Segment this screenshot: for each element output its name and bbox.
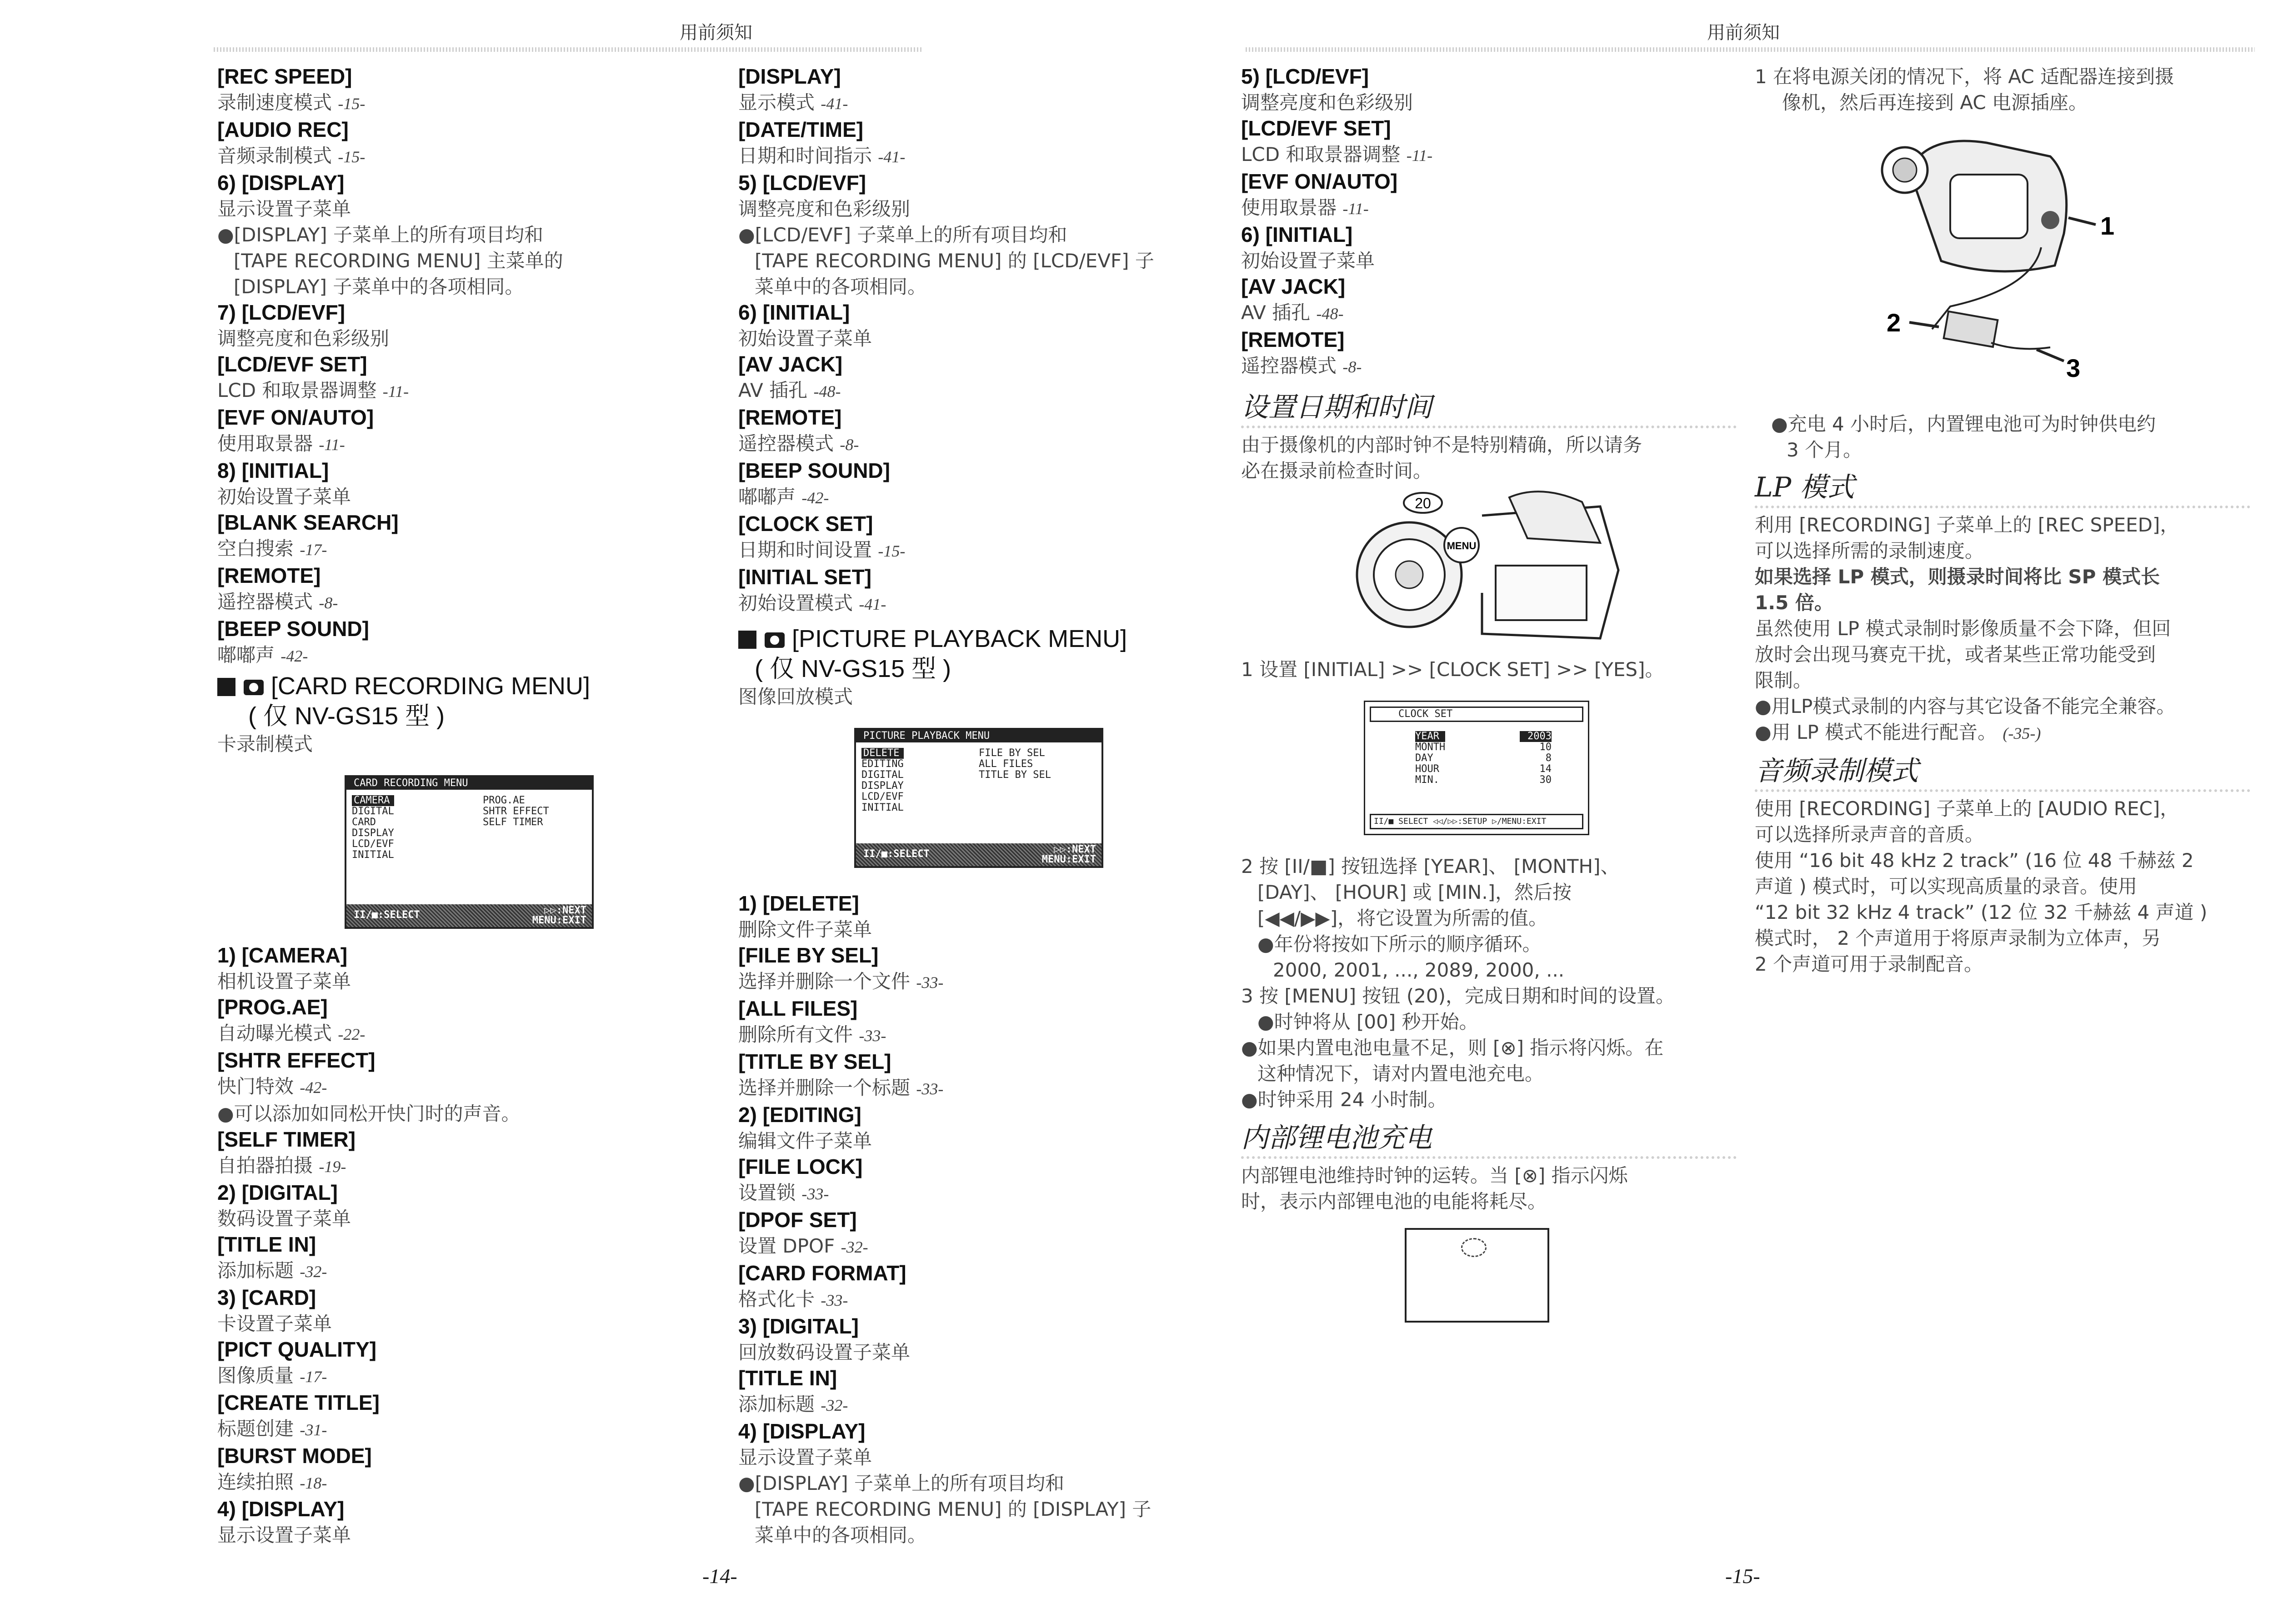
item-label: [FILE LOCK] (738, 1155, 863, 1178)
paragraph-line: 2 个声道可用于录制配音。 (1755, 953, 1983, 975)
note-line: [TAPE RECORDING MENU] 的 [DISPLAY] 子 (755, 1498, 1152, 1520)
paragraph-line: 使用 [RECORDING] 子菜单上的 [AUDIO REC]， (1755, 797, 2179, 820)
note-bullet: ●如果内置电池电量不足，则 [⊗] 指示将闪烁。在 (1241, 1037, 1664, 1059)
camera-icon (244, 680, 264, 695)
item-desc: 遥控器模式 -8- (738, 432, 859, 455)
header-rule-left (214, 47, 923, 52)
submenu-heading: 2) [DIGITAL] (217, 1181, 338, 1204)
item-label: [FILE BY SEL] (738, 943, 879, 967)
item-label: [BURST MODE] (217, 1444, 372, 1468)
item-label: [REC SPEED] (217, 65, 352, 88)
clock-footer: II/■ SELECT ◁◁/▷▷:SETUP ▷/MENU:EXIT (1370, 814, 1583, 829)
paragraph-line: 使用 “16 bit 48 kHz 2 track” (16 位 48 千赫兹 2 (1755, 849, 2194, 872)
item-label: [REMOTE] (1241, 328, 1345, 351)
note-line: 这种情况下，请对内置电池充电。 (1257, 1063, 1544, 1085)
column-4 (1755, 64, 2250, 977)
note-bullet: ●[DISPLAY] 子菜单上的所有项目均和 (217, 224, 543, 246)
ac-adapter-illustration (1755, 115, 2250, 411)
section-title-lp-mode: LP 模式 (1755, 469, 2250, 508)
item-label: [SHTR EFFECT] (217, 1048, 375, 1072)
clock-field-values: 2003 10 8 14 30 (1520, 731, 1552, 786)
clock-set-screen (1364, 701, 1589, 835)
step-2-line: [◀◀/▶▶]，将它设置为所需的值。 (1257, 907, 1548, 929)
header-left: 用前须知 (680, 22, 752, 43)
paragraph-line: 限制。 (1755, 669, 1812, 692)
screen-right-list: PROG.AE SHTR EFFECT SELF TIMER (483, 795, 549, 828)
column-2 (738, 64, 1179, 1548)
item-label: [ALL FILES] (738, 997, 858, 1020)
item-label: [BEEP SOUND] (738, 459, 890, 482)
item-label: [BEEP SOUND] (217, 617, 369, 641)
page-number-right: -15- (1725, 1564, 1760, 1588)
paragraph-line: 由于摄像机的内部时钟不是特别精确，所以请务 (1241, 434, 1642, 456)
submenu-heading: 7) [LCD/EVF] (217, 301, 345, 324)
playback-icon (765, 632, 785, 648)
screen-right-list: FILE BY SEL ALL FILES TITLE BY SEL (979, 747, 1051, 781)
item-desc: 调整亮度和色彩级别 (217, 327, 390, 350)
note-bullet: ●用LP模式录制的内容与其它设备不能完全兼容。 (1755, 695, 2176, 717)
submenu-heading: 4) [DISPLAY] (217, 1497, 345, 1521)
note-line: [TAPE RECORDING MENU] 主菜单的 (234, 250, 563, 272)
card-recording-menu-heading: [CARD RECORDING MENU] (217, 671, 658, 701)
picture-playback-menu-screen (854, 728, 1103, 868)
item-desc: 相机设置子菜单 (217, 970, 351, 992)
item-desc: 遥控器模式 -8- (1241, 355, 1362, 377)
submenu-heading: 8) [INITIAL] (217, 459, 329, 482)
note-line: 菜单中的各项相同。 (755, 276, 927, 298)
item-desc: 使用取景器 -11- (1241, 196, 1369, 219)
step-2: 2 按 [II/■] 按钮选择 [YEAR]、 [MONTH]、 (1241, 855, 1620, 877)
item-desc: AV 插孔 -48- (738, 379, 841, 401)
paragraph-line: 可以选择所录声音的音质。 (1755, 823, 1984, 846)
note-bullet: ●可以添加如同松开快门时的声音。 (217, 1103, 521, 1125)
item-desc: 自拍器拍摄 -19- (217, 1154, 346, 1177)
submenu-heading: 1) [CAMERA] (217, 943, 348, 967)
item-label: [REMOTE] (738, 406, 842, 429)
item-desc: 日期和时间指示 -41- (738, 145, 906, 167)
camera-adapter-drawing (1859, 115, 2178, 411)
camera-dial-drawing (1346, 488, 1627, 661)
note-line: 2000, 2001, ..., 2089, 2000, ... (1273, 959, 1565, 981)
item-label: [EVF ON/AUTO] (1241, 170, 1398, 193)
item-label: [LCD/EVF SET] (217, 352, 367, 376)
card-recording-menu-screen (345, 775, 594, 929)
item-desc: 图像质量 -17- (217, 1364, 327, 1387)
item-desc: 快门特效 -42- (217, 1075, 327, 1098)
submenu-heading: 3) [CARD] (217, 1286, 316, 1309)
item-desc: 连续拍照 -18- (217, 1471, 327, 1493)
section-title-date-time: 设置日期和时间 (1241, 389, 1737, 428)
callout-2: 2 (1887, 308, 1901, 337)
picture-playback-menu-heading: [PICTURE PLAYBACK MENU] (738, 624, 1179, 654)
item-label: [TITLE IN] (738, 1366, 837, 1390)
model-note: ( 仅 NV-GS15 型 ) (248, 702, 445, 730)
item-label: [TITLE IN] (217, 1233, 316, 1256)
note-bullet: ●时钟采用 24 小时制。 (1241, 1088, 1447, 1111)
note-bullet: ●用 LP 模式不能进行配音。 (-35-) (1755, 721, 2041, 743)
step-2-line: [DAY]、 [HOUR] 或 [MIN.]，然后按 (1257, 881, 1572, 903)
battery-warning-screen (1405, 1228, 1549, 1323)
column-3 (1241, 64, 1737, 1323)
submenu-heading: 2) [EDITING] (738, 1103, 861, 1127)
item-desc: 添加标题 -32- (738, 1393, 848, 1415)
submenu-heading: 6) [INITIAL] (738, 301, 850, 324)
paragraph-line: 利用 [RECORDING] 子菜单上的 [REC SPEED]， (1755, 514, 2179, 536)
square-icon (217, 678, 235, 696)
square-icon (738, 631, 756, 649)
section-title-battery: 内部锂电池充电 (1241, 1120, 1737, 1159)
paragraph-line: 必在摄录前检查时间。 (1241, 460, 1432, 482)
note-bullet: ●充电 4 小时后，内置锂电池可为时钟供电约 (1771, 413, 2156, 435)
item-desc: 调整亮度和色彩级别 (738, 198, 911, 220)
callout-1: 1 (2100, 211, 2115, 240)
screen-footer: II/■:SELECT ▷▷:NEXT MENU:EXIT (346, 904, 592, 927)
step-3: 3 按 [MENU] 按钮 (20)，完成日期和时间的设置。 (1241, 985, 1675, 1007)
item-desc: 设置 DPOF -32- (738, 1235, 868, 1257)
item-label: [AUDIO REC] (217, 118, 349, 141)
note-line: [DISPLAY] 子菜单中的各项相同。 (234, 276, 524, 298)
item-label: [CLOCK SET] (738, 512, 873, 536)
item-desc: 数码设置子菜单 (217, 1208, 351, 1230)
item-label: [AV JACK] (738, 352, 843, 376)
submenu-heading: 6) [DISPLAY] (217, 171, 345, 195)
item-label: [EVF ON/AUTO] (217, 406, 374, 429)
step-1-line: 像机，然后再连接到 AC 电源插座。 (1782, 91, 2088, 114)
item-desc: 卡设置子菜单 (217, 1313, 332, 1335)
clock-title: CLOCK SET (1370, 707, 1583, 722)
note-line: 菜单中的各项相同。 (755, 1524, 927, 1546)
menu-button-label: MENU (1447, 540, 1477, 551)
item-label: [AV JACK] (1241, 275, 1346, 298)
item-desc: 删除所有文件 -33- (738, 1023, 886, 1046)
item-desc: 初始设置子菜单 (738, 327, 872, 350)
item-desc: 卡录制模式 (217, 733, 313, 755)
item-desc: 图像回放模式 (738, 686, 853, 708)
paragraph-line: 声道 ) 模式时，可以实现高质量的录音。使用 (1755, 875, 2138, 897)
model-note: ( 仅 NV-GS15 型 ) (755, 655, 951, 682)
screen-left-list: CAMERA DIGITAL CARD DISPLAY LCD/EVF INITIAL (352, 795, 394, 861)
callout-3: 3 (2066, 354, 2081, 382)
item-desc: 显示设置子菜单 (217, 198, 351, 220)
submenu-heading: 5) [LCD/EVF] (738, 171, 866, 195)
item-label: [BLANK SEARCH] (217, 511, 399, 534)
item-label: [DPOF SET] (738, 1208, 857, 1232)
item-desc: 初始设置子菜单 (217, 486, 351, 508)
clock-field-names: YEAR MONTH DAY HOUR MIN. (1415, 731, 1446, 786)
step-1: 1 在将电源关闭的情况下，将 AC 适配器连接到摄 (1755, 65, 2174, 88)
item-desc: 显示模式 -41- (738, 91, 848, 114)
note-line: 3 个月。 (1787, 439, 1862, 461)
step-1: 1 设置 [INITIAL] >> [CLOCK SET] >> [YES]。 (1241, 658, 1664, 681)
header-right: 用前须知 (1707, 22, 1780, 43)
item-desc: LCD 和取景器调整 -11- (1241, 143, 1433, 165)
item-label: [SELF TIMER] (217, 1128, 356, 1151)
battery-warning-icon (1461, 1238, 1487, 1257)
screen-title: PICTURE PLAYBACK MENU (856, 730, 1101, 742)
screen-footer: II/■:SELECT ▷▷:NEXT MENU:EXIT (856, 843, 1101, 866)
paragraph-line: 虽然使用 LP 模式录制时影像质量不会下降，但回 (1755, 617, 2171, 640)
paragraph-line: 如果选择 LP 模式，则摄录时间将比 SP 模式长 (1755, 566, 2160, 588)
item-desc: 自动曝光模式 -22- (217, 1022, 365, 1044)
submenu-heading: 6) [INITIAL] (1241, 223, 1353, 246)
screen-title: CARD RECORDING MENU (346, 777, 592, 790)
item-label: [TITLE BY SEL] (738, 1050, 891, 1073)
item-desc: 遥控器模式 -8- (217, 591, 338, 613)
item-label: [REMOTE] (217, 564, 321, 587)
item-desc: 初始设置模式 -41- (738, 592, 886, 614)
submenu-heading: 3) [DIGITAL] (738, 1314, 859, 1338)
button-badge: 20 (1415, 495, 1431, 511)
item-label: [DATE/TIME] (738, 118, 864, 141)
screen-left-list: DELETE EDITING DIGITAL DISPLAY LCD/EVF INITIAL (861, 747, 904, 813)
paragraph-line: “12 bit 32 kHz 4 track” (12 位 32 千赫兹 4 声道 ) (1755, 901, 2208, 923)
item-desc: 格式化卡 -33- (738, 1288, 848, 1310)
item-desc: 回放数码设置子菜单 (738, 1341, 911, 1363)
item-desc: 删除文件子菜单 (738, 918, 872, 941)
item-desc: 日期和时间设置 -15- (738, 539, 906, 561)
submenu-heading: 5) [LCD/EVF] (1241, 65, 1369, 88)
note-bullet: ●[DISPLAY] 子菜单上的所有项目均和 (738, 1472, 1064, 1494)
section-title-audio-mode: 音频录制模式 (1755, 753, 2250, 792)
header-rule-right (1246, 47, 2255, 52)
item-desc: 标题创建 -31- (217, 1418, 327, 1440)
item-desc: 编辑文件子菜单 (738, 1130, 872, 1152)
item-desc: 音频录制模式 -15- (217, 145, 365, 167)
item-label: [DISPLAY] (738, 65, 841, 88)
column-1 (217, 64, 658, 1548)
page-number-left: -14- (702, 1564, 737, 1588)
item-desc: 选择并删除一个文件 -33- (738, 970, 944, 992)
item-desc: LCD 和取景器调整 -11- (217, 379, 409, 401)
item-desc: 显示设置子菜单 (217, 1524, 351, 1546)
item-desc: 添加标题 -32- (217, 1259, 327, 1282)
item-label: [PROG.AE] (217, 995, 328, 1019)
submenu-heading: 4) [DISPLAY] (738, 1419, 866, 1443)
item-desc: 调整亮度和色彩级别 (1241, 91, 1413, 114)
item-desc: 初始设置子菜单 (1241, 250, 1375, 272)
paragraph-line: 放时会出现马赛克干扰，或者某些正常功能受到 (1755, 643, 2156, 666)
item-desc: 嘟嘟声 -42- (738, 486, 829, 508)
note-line: [TAPE RECORDING MENU] 的 [LCD/EVF] 子 (755, 250, 1154, 272)
item-label: [PICT QUALITY] (217, 1338, 377, 1361)
paragraph-line: 时，表示内部锂电池的电能将耗尽。 (1241, 1190, 1547, 1213)
item-label: [CARD FORMAT] (738, 1261, 906, 1285)
item-label: [LCD/EVF SET] (1241, 116, 1391, 140)
item-label: [CREATE TITLE] (217, 1391, 380, 1414)
paragraph-line: 模式时， 2 个声道用于将原声录制为立体声，另 (1755, 927, 2161, 949)
item-desc: 显示设置子菜单 (738, 1446, 872, 1469)
item-desc: AV 插孔 -48- (1241, 301, 1344, 324)
note-bullet: ●[LCD/EVF] 子菜单上的所有项目均和 (738, 224, 1067, 246)
note-bullet: ●年份将按如下所示的顺序循环。 (1257, 933, 1542, 955)
item-desc: 录制速度模式 -15- (217, 91, 365, 114)
paragraph-line: 可以选择所需的录制速度。 (1755, 540, 1984, 562)
item-desc: 空白搜索 -17- (217, 537, 327, 560)
submenu-heading: 1) [DELETE] (738, 892, 859, 915)
paragraph-line: 内部锂电池维持时钟的运转。当 [⊗] 指示闪烁 (1241, 1164, 1628, 1187)
item-desc: 使用取景器 -11- (217, 432, 345, 455)
item-desc: 设置锁 -33- (738, 1182, 829, 1204)
item-desc: 嘟嘟声 -42- (217, 644, 308, 666)
camera-menu-illustration (1241, 484, 1737, 657)
note-bullet: ●时钟将从 [00] 秒开始。 (1257, 1011, 1478, 1033)
paragraph-line: 1.5 倍。 (1755, 591, 1834, 614)
item-desc: 选择并删除一个标题 -33- (738, 1077, 944, 1099)
item-label: [INITIAL SET] (738, 565, 872, 589)
